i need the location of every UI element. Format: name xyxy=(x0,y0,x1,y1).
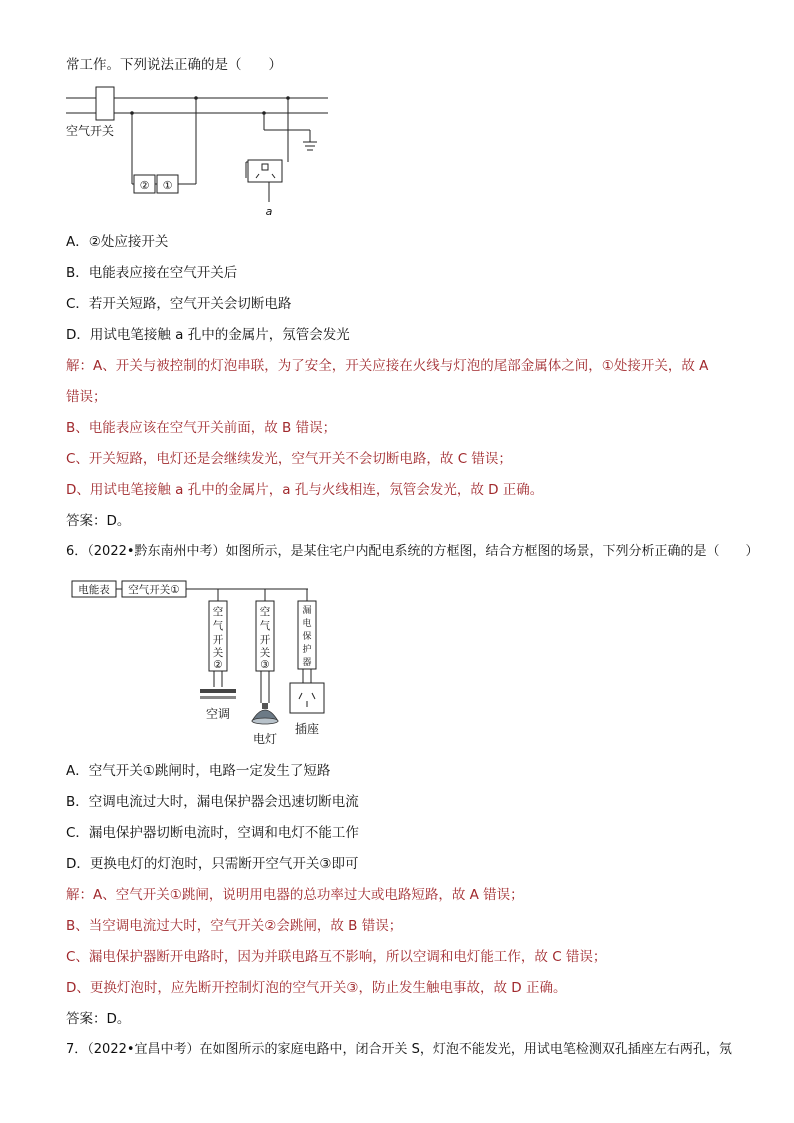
box-1-label: ① xyxy=(162,179,173,192)
q5-solution-line: 解：A、开关与被控制的灯泡串联，为了安全，开关应接在火线与灯泡的尾部金属体之间，①处接开关，故 A xyxy=(66,358,709,374)
q6-option-a: A．空气开关①跳闸时，电路一定发生了短路 xyxy=(66,763,331,779)
q5-answer: 答案：D。 xyxy=(66,513,131,529)
socket-label: 插座 xyxy=(294,722,320,736)
q5-circuit-diagram xyxy=(60,84,340,220)
breaker3-char: 气 xyxy=(259,620,271,632)
q6-solution-line: B、当空调电流过大时，空气开关②会跳闸，故 B 错误； xyxy=(66,918,403,934)
q6-option-d: D．更换电灯的灯泡时，只需断开空气开关③即可 xyxy=(66,856,359,872)
q5-stem-tail: 常工作。下列说法正确的是（ ） xyxy=(66,57,282,73)
main-breaker-label: 空气开关① xyxy=(128,584,180,596)
q5-solution-line: 错误； xyxy=(66,389,107,405)
q5-option-d: D．用试电笔接触 a 孔中的金属片，氖管会发光 xyxy=(66,327,350,343)
leak-protector-char: 电 xyxy=(302,619,312,629)
breaker3-char: 关 xyxy=(259,647,271,659)
q6-solution-line: C、漏电保护器断开电路时，因为并联电路互不影响，所以空调和电灯能工作，故 C 错误； xyxy=(66,949,607,965)
q5-solution-line: D、用试电笔接触 a 孔中的金属片，a 孔与火线相连，氖管会发光，故 D 正确。 xyxy=(66,482,544,498)
leak-protector-char: 漏 xyxy=(302,606,312,616)
hole-a-label: a xyxy=(265,205,273,218)
q6-solution-line: 解：A、空气开关①跳闸，说明用电器的总功率过大或电路短路，故 A 错误； xyxy=(66,887,524,903)
box-2-label: ② xyxy=(139,179,150,192)
breaker2-char: 关 xyxy=(212,647,224,659)
breaker2-char: 开 xyxy=(212,634,224,646)
leak-protector-char: 保 xyxy=(302,632,312,642)
q5-option-c: C．若开关短路，空气开关会切断电路 xyxy=(66,296,292,312)
q5-option-a: A．②处应接开关 xyxy=(66,234,169,250)
ac-label: 空调 xyxy=(205,707,231,721)
leak-protector-char: 护 xyxy=(302,645,312,655)
breaker-label: 空气开关 xyxy=(66,124,115,138)
q5-solution-line: B、电能表应该在空气开关前面，故 B 错误； xyxy=(66,420,337,436)
q6-option-c: C．漏电保护器切断电流时，空调和电灯不能工作 xyxy=(66,825,359,841)
breaker3-char: 空 xyxy=(259,606,271,618)
q6-option-b: B．空调电流过大时，漏电保护器会迅速切断电流 xyxy=(66,794,359,810)
lamp-label: 电灯 xyxy=(252,732,278,746)
meter-label: 电能表 xyxy=(78,584,110,596)
q6-stem: 6．（2022•黔东南州中考）如图所示，是某住宅户内配电系统的方框图，结合方框图的场景，下列分析正确的是（ ） xyxy=(66,544,759,559)
q5-solution-line: C、开关短路，电灯还是会继续发光，空气开关不会切断电路，故 C 错误； xyxy=(66,451,512,467)
breaker3-char: 开 xyxy=(259,634,271,646)
leak-protector-char: 器 xyxy=(302,658,312,668)
breaker2-char: ② xyxy=(213,659,223,671)
breaker3-char: ③ xyxy=(260,659,270,671)
breaker2-char: 气 xyxy=(212,620,224,632)
q5-option-b: B．电能表应接在空气开关后 xyxy=(66,265,238,281)
q6-distribution-diagram xyxy=(68,575,368,750)
q7-stem: 7．（2022•宜昌中考）在如图所示的家庭电路中，闭合开关 S，灯泡不能发光，用试电笔检测双孔插座左右两孔，氖 xyxy=(66,1042,732,1057)
breaker2-char: 空 xyxy=(212,606,224,618)
q6-answer: 答案：D。 xyxy=(66,1011,131,1027)
q6-solution-line: D、更换灯泡时，应先断开控制灯泡的空气开关③，防止发生触电事故，故 D 正确。 xyxy=(66,980,567,996)
